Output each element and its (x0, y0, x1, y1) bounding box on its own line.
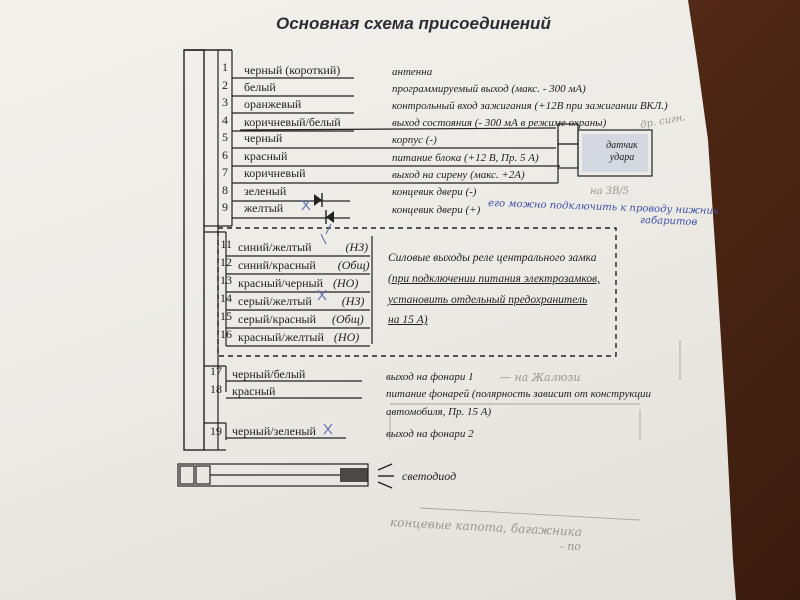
wire-color (238, 276, 358, 291)
connector-block (184, 50, 204, 450)
wire-function: концевик двери (-) (392, 186, 477, 198)
pin-number: 11 (220, 237, 232, 251)
pin-number: 15 (220, 309, 232, 323)
contact-state: (Общ) (332, 312, 364, 326)
relay-description-line: установить отдельный предохранитель (388, 294, 588, 306)
wire-color-name: синий/желтый (238, 240, 312, 254)
wire-color: красный (244, 149, 288, 163)
pin-number: 1 (222, 60, 228, 74)
handwritten-note: габаритов (639, 215, 698, 228)
relay-description-title: Силовые выходы реле центрального замка (388, 252, 597, 264)
wire-color-name: серый/желтый (238, 294, 312, 308)
handwritten-note: концевые капота, багажника (389, 514, 583, 540)
pin-number: 9 (222, 200, 228, 214)
pin-number: 8 (222, 183, 228, 197)
wire-function: корпус (-) (392, 134, 437, 146)
wire-color: черный/белый (232, 367, 306, 381)
wire-function: питание фонарей (полярность зависит от конструкции (386, 388, 651, 400)
wire-color: зеленый (244, 184, 287, 198)
wire-color: черный (короткий) (244, 63, 341, 77)
pin-number: 6 (222, 148, 228, 162)
wire-color: черный (244, 131, 283, 145)
pin-number: 17 (210, 364, 222, 378)
pin-number: 5 (222, 130, 228, 144)
contact-state: (НО) (333, 276, 359, 290)
wire-function: выход на фонари 1 (386, 371, 474, 383)
relay-description-line: на 15 А) (388, 314, 428, 326)
wire-function: программируемый выход (макс. - 300 мА) (392, 83, 586, 95)
pin-number: 16 (220, 327, 232, 341)
sensor-label-line: удара (609, 152, 635, 163)
wire-color-name: красный/черный (238, 276, 323, 290)
wire-color: желтый (244, 201, 284, 215)
wire-color-name: красный/желтый (238, 330, 324, 344)
pin-number: 4 (222, 113, 228, 127)
handwritten-note: др. сигн. (639, 112, 687, 131)
wire-color-name: серый/красный (238, 312, 317, 326)
wire-function: контрольный вход зажигания (+12В при зажигании ВКЛ.) (392, 100, 668, 112)
pin-number: 18 (210, 382, 222, 396)
wire-function: выход на фонари 2 (386, 428, 474, 440)
wire-function-cont: автомобиля, Пр. 15 А) (386, 406, 492, 418)
led-connector (178, 464, 394, 488)
handwritten-note: на ЗВ/5 (590, 186, 630, 197)
wire-color: коричневый/белый (244, 115, 341, 129)
wire-color: черный/зеленый (232, 424, 316, 438)
wire-color (238, 240, 368, 255)
pin-number: 19 (210, 424, 222, 438)
handwritten-note: его можно подключить к проводу нижних (487, 197, 719, 218)
led-label: светодиод (402, 469, 457, 483)
wire-color (238, 312, 364, 327)
wire-function: антенна (392, 66, 433, 78)
wire-color (238, 330, 359, 345)
diagram-title: Основная схема присоединений (276, 14, 551, 33)
sensor-label-line: датчик (606, 140, 638, 151)
pin-number: 2 (222, 78, 228, 92)
pin-number: 7 (222, 165, 228, 179)
shock-sensor-label (594, 140, 650, 164)
wire-color (238, 258, 370, 273)
handwritten-note: - по (560, 540, 581, 553)
wire-color-name: синий/красный (238, 258, 316, 272)
contact-state: (НО) (333, 330, 360, 344)
wire-color: белый (244, 80, 276, 94)
contact-state: (НЗ) (345, 240, 369, 254)
wire-function: выход на сирену (макс. +2А) (392, 169, 525, 181)
wire-function: концевик двери (+) (392, 204, 481, 216)
contact-state: (Общ) (337, 258, 370, 272)
pin-number: 12 (220, 255, 232, 269)
wire-color: коричневый (244, 166, 306, 180)
relay-description-line: (при подключении питания электрозамков, (388, 273, 600, 285)
pin-number: 13 (220, 273, 232, 287)
diode-symbols (314, 193, 334, 224)
wire-function: питание блока (+12 В, Пр. 5 А) (392, 152, 539, 164)
handwritten-note: — на Жалюзи (500, 371, 581, 384)
contact-state: (НЗ) (341, 294, 365, 308)
wire-color: оранжевый (244, 97, 302, 111)
pin-number: 14 (220, 291, 232, 305)
wire-color: красный (232, 384, 276, 398)
wire-color (238, 294, 364, 309)
pin-number: 3 (222, 95, 228, 109)
wire-function: выход состояния (- 300 мА в режиме охраны) (392, 117, 607, 129)
